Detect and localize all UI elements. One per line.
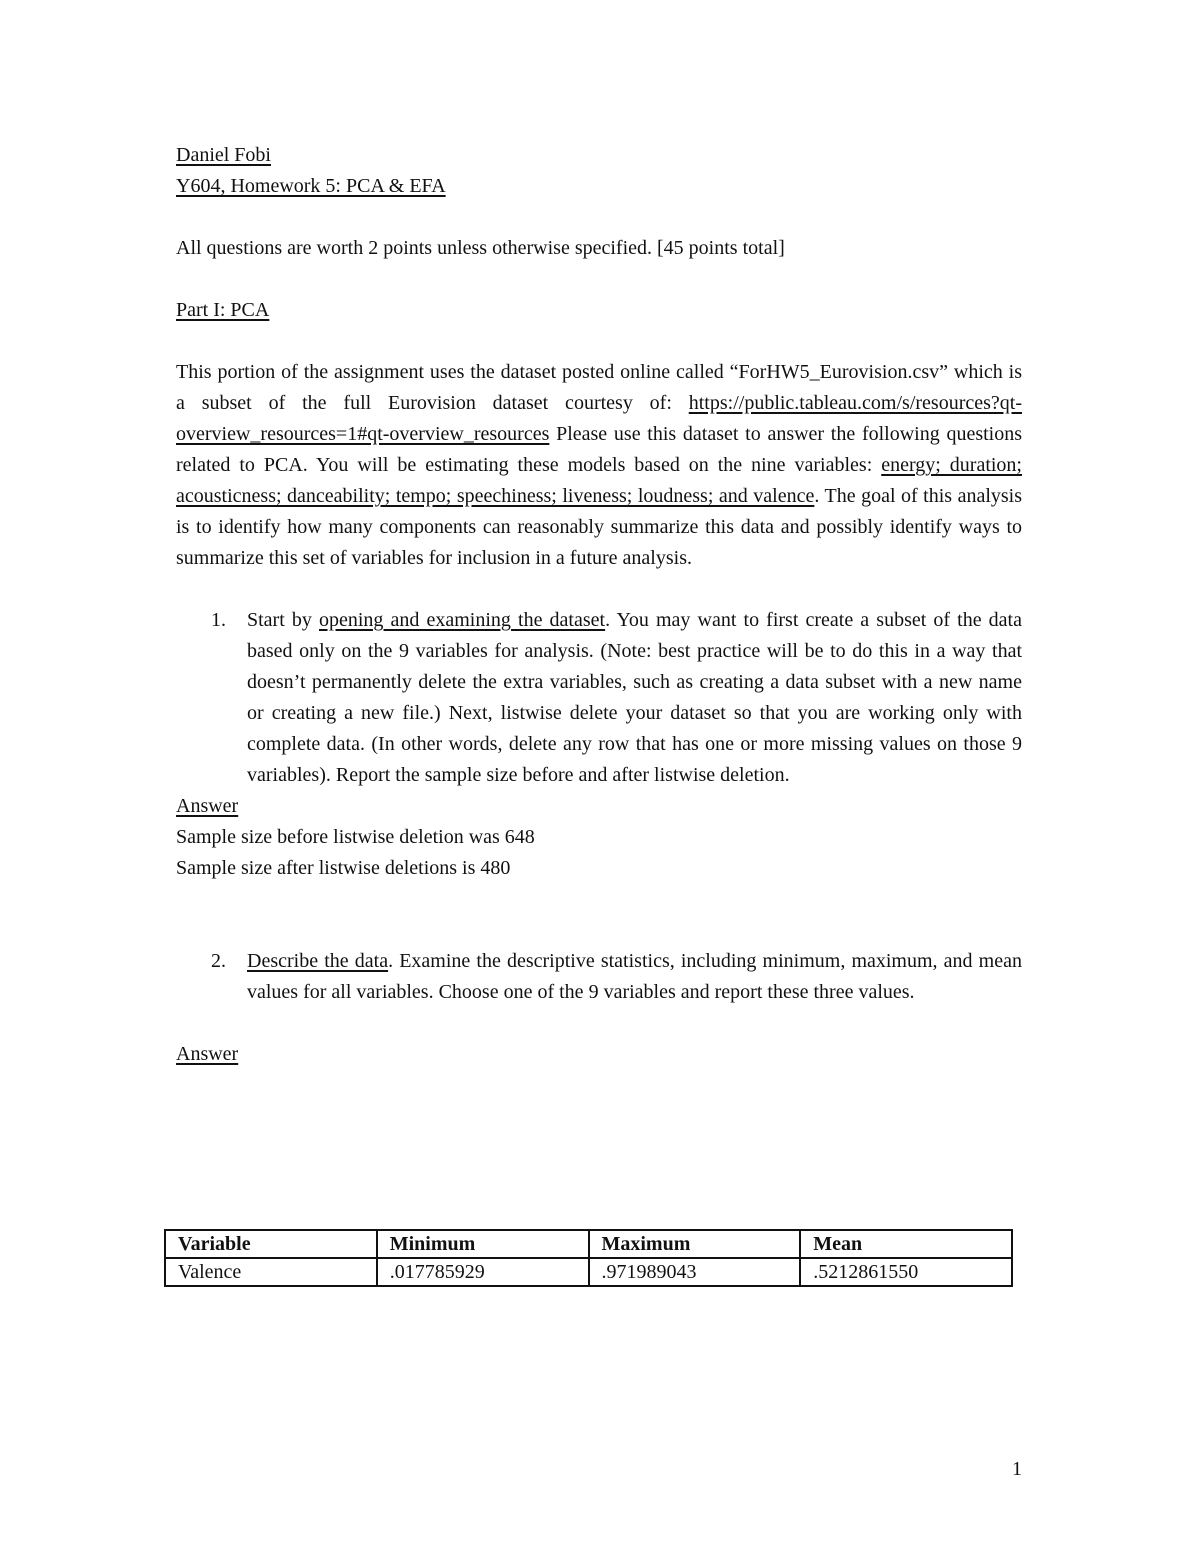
cell-mean: .5212861550 [800, 1258, 1012, 1286]
variable-list: energy; duration; acousticness; danceability; tempo; speechiness; liveness; loudness; and valence [176, 454, 1022, 507]
header-variable: Variable [165, 1230, 377, 1258]
cell-maximum: .971989043 [589, 1258, 801, 1286]
answer-label-1: Answer [176, 795, 239, 817]
header-minimum: Minimum [377, 1230, 589, 1258]
description-text: This portion of the assignment uses the dataset posted online called “ForHW5_Eurovision.csv” which is a subset of the full Eurovision dataset courtesy of: [176, 361, 1022, 414]
course-title: Y604, Homework 5: PCA & EFA [176, 175, 446, 197]
table-row [165, 1258, 1012, 1286]
answer-1-line-1: Sample size before listwise deletion was 648 [176, 826, 535, 848]
cell-minimum: .017785929 [377, 1258, 589, 1286]
question-2 [176, 946, 1022, 1008]
header-maximum: Maximum [589, 1230, 801, 1258]
description-text-2: Please use this dataset to answer the following questions related to PCA. You will be estimating these models based on the nine variables: [176, 423, 1023, 476]
document-page [176, 140, 1022, 1070]
dataset-link[interactable]: https://public.tableau.com/s/resources?qt-overview_resources=1#qt-overview_resources [176, 392, 1022, 445]
descriptive-stats-table [164, 1229, 1013, 1287]
question-1-link: opening and examining the dataset [318, 609, 606, 631]
question-1-number: 1. [211, 609, 226, 631]
page-number: 1 [1012, 1458, 1022, 1480]
question-1-body: . You may want to first create a subset of the data based only on the 9 variables for analysis. (Note: best practice will be to do this in a way that doesn’t permanently delete the extra variables, such as creating a data subset with a new name or creating a new file.) Next, listwise delete your dataset so that you are working only with complete data. (In other words, delete any row that has one or more missing values on those 9 variables). Report the sample size before and after listwise deletion. [247, 609, 1022, 786]
answer-label-2: Answer [176, 1043, 239, 1065]
author-name: Daniel Fobi [176, 144, 271, 166]
question-1-lead: Start by [247, 609, 319, 631]
question-2-link: Describe the data [247, 950, 389, 972]
answer-1-line-2: Sample size after listwise deletions is 480 [176, 857, 511, 879]
question-1 [176, 605, 1022, 791]
table-header-row [165, 1230, 1012, 1258]
description-text-3: . The goal of this analysis is to identify how many components can reasonably summarize this data and possibly identify ways to summarize this set of variables for inclusion in a future analysis. [176, 485, 1023, 569]
header-mean: Mean [800, 1230, 1012, 1258]
part-heading: Part I: PCA [176, 299, 270, 321]
question-2-body: . Examine the descriptive statistics, including minimum, maximum, and mean values for all variables. Choose one of the 9 variables and report these three values. [247, 950, 1022, 1003]
cell-variable: Valence [165, 1258, 377, 1286]
part-description [176, 357, 1022, 574]
intro-text: All questions are worth 2 points unless otherwise specified. [45 points total] [176, 237, 785, 259]
question-2-number: 2. [211, 950, 226, 972]
